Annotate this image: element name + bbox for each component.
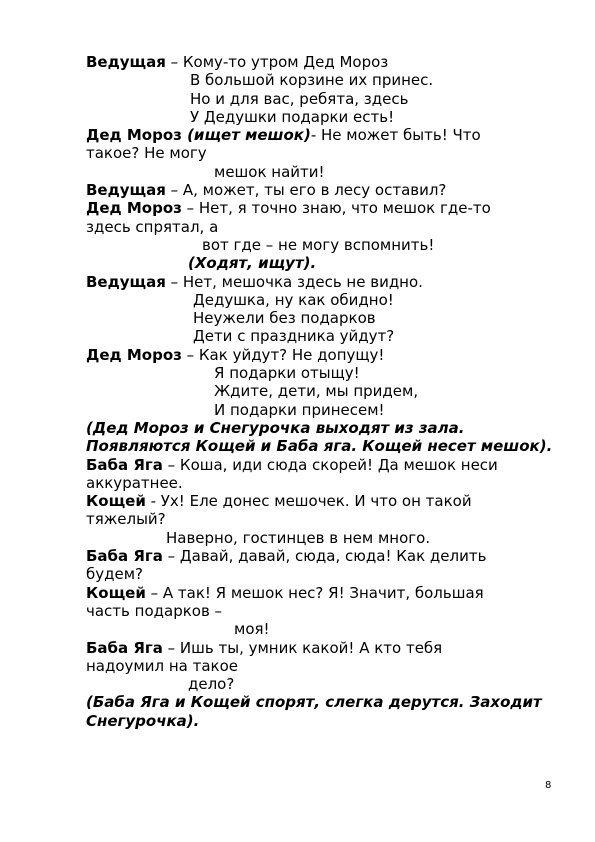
line-text: надоумил на такое <box>86 656 239 675</box>
line-text: – Кому-то утром Дед Мороз <box>165 53 389 71</box>
text-line <box>86 236 536 254</box>
line-text: Наверно, гостинцев в нем много. <box>166 528 431 547</box>
stage-direction: Снегурочка). <box>86 711 200 730</box>
stage-direction: Появляются Кощей и Баба яга. Кощей несет мешок). <box>86 437 553 456</box>
line-text: – Ишь ты, умник какой! А кто тебя <box>162 638 443 657</box>
line-text: Неужели без подарков <box>193 309 376 328</box>
line-text: будем? <box>86 565 144 584</box>
text-line <box>86 181 536 199</box>
text-line <box>86 675 536 693</box>
text-line <box>86 163 536 181</box>
speaker-name: Дед Мороз <box>86 345 182 364</box>
text-line <box>86 584 536 602</box>
text-line <box>86 53 536 71</box>
line-text: Я подарки отыщу! <box>214 364 360 383</box>
text-line <box>86 547 536 565</box>
stage-direction: (Баба Яга и Кощей спорят, слегка дерутся. Заходит <box>86 693 542 712</box>
text-line <box>86 108 536 126</box>
text-line <box>86 126 536 144</box>
text-line <box>86 364 536 382</box>
text-line <box>86 474 536 492</box>
line-text: – А так! Я мешок нес? Я! Значит, большая <box>145 583 484 602</box>
text-line <box>86 602 536 620</box>
line-text: мешок найти! <box>214 162 325 181</box>
line-text: Но и для вас, ребята, здесь <box>190 89 409 108</box>
text-line <box>86 346 536 364</box>
text-line <box>86 401 536 419</box>
text-line <box>86 529 536 547</box>
speaker-name: Баба Яга <box>86 638 163 657</box>
text-line <box>86 218 536 236</box>
line-text: вот где – не могу вспомнить! <box>202 235 435 254</box>
speaker-name: Ведущая <box>86 181 166 200</box>
line-text: В большой корзине их принес. <box>190 71 434 90</box>
text-line <box>86 510 536 528</box>
text-line <box>86 199 536 217</box>
line-text: – А, может, ты его в лесу оставил? <box>165 181 447 200</box>
line-text: здесь спрятал, а <box>86 217 219 236</box>
line-text: – Как уйдут? Не допущу! <box>181 345 385 364</box>
speaker-name: Кощей <box>86 492 146 511</box>
line-text: аккуратнее. <box>86 473 183 492</box>
text-line <box>86 693 542 712</box>
text-line <box>86 639 536 657</box>
line-text: - Не может быть! Что <box>310 126 481 145</box>
line-text: – Давай, давай, сюда, сюда! Как делить <box>162 547 487 566</box>
line-text: – Нет, я точно знаю, что мешок где-то <box>181 199 491 218</box>
stage-direction: (Дед Мороз и Снегурочка выходят из зала. <box>86 418 465 437</box>
speaker-name: Ведущая <box>86 53 166 71</box>
text-line <box>86 657 536 675</box>
text-line <box>86 90 536 108</box>
stage-direction: (Ходят, ищут). <box>188 254 317 273</box>
speaker-name: Баба Яга <box>86 547 163 566</box>
line-text: И подарки принесем! <box>214 400 385 419</box>
line-text: часть подарков – <box>86 601 223 620</box>
line-text: моя! <box>234 620 270 639</box>
text-line <box>86 291 536 309</box>
speaker-name: Баба Яга <box>86 455 163 474</box>
line-text: такое? Не могу <box>86 144 207 163</box>
text-line <box>86 273 536 291</box>
speaker-name: Ведущая <box>86 272 166 291</box>
speaker-name: Дед Мороз <box>86 199 182 218</box>
text-line <box>86 456 536 474</box>
text-line <box>86 620 536 638</box>
page-number: 8 <box>545 780 552 791</box>
text-line <box>86 327 536 345</box>
text-line <box>86 71 536 89</box>
stage-direction: (ищет мешок) <box>181 126 311 145</box>
text-line <box>86 437 553 456</box>
line-text: - Ух! Еле донес мешочек. И что он такой <box>145 492 472 511</box>
text-line <box>86 382 536 400</box>
speaker-name: Дед Мороз <box>86 126 182 145</box>
text-line <box>86 712 536 730</box>
line-text: – Нет, мешочка здесь не видно. <box>165 272 423 291</box>
speaker-name: Кощей <box>86 583 146 602</box>
line-text: Дедушка, ну как обидно! <box>193 290 394 309</box>
text-line <box>86 419 536 437</box>
line-text: У Дедушки подарки есть! <box>190 107 395 126</box>
text-line <box>86 309 536 327</box>
text-line <box>86 144 536 162</box>
line-text: Дети с праздника уйдут? <box>193 327 395 346</box>
line-text: – Коша, иди сюда скорей! Да мешок неси <box>162 455 498 474</box>
line-text: Ждите, дети, мы придем, <box>214 382 419 401</box>
text-line <box>86 254 536 272</box>
script-text <box>86 53 553 730</box>
text-line <box>86 565 536 583</box>
line-text: тяжелый? <box>86 510 166 529</box>
line-text: дело? <box>188 675 235 694</box>
text-line <box>86 492 536 510</box>
